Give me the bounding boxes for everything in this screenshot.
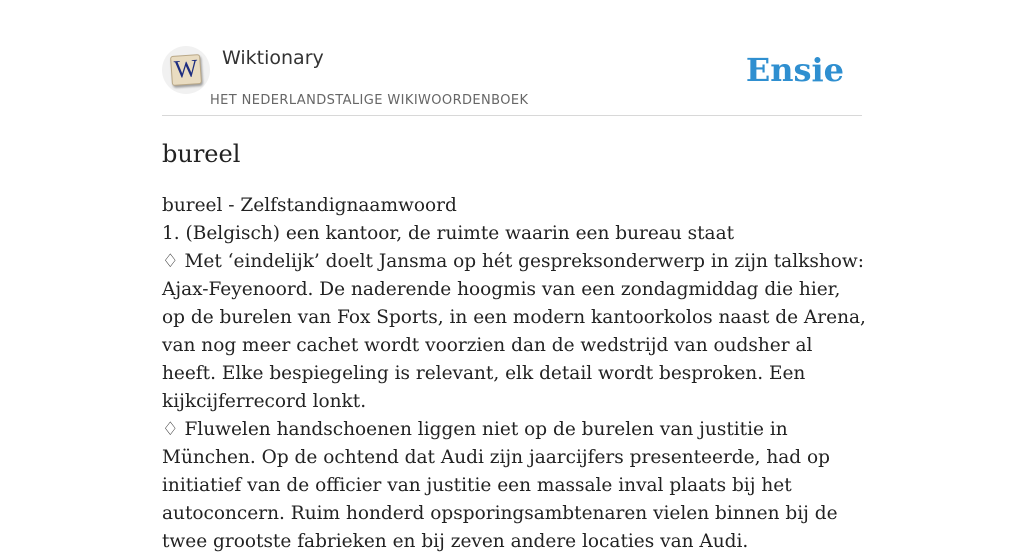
definition: 1. (Belgisch) een kantoor, de ruimte waarin een bureau staat	[162, 223, 735, 244]
example-2: ♢ Fluwelen handschoenen liggen niet op de burelen van justitie in München. Op de ochtend dat Audi zijn jaarcijfers presenteerde, had op initiatief van de officier van justitie een massale inval plaats bij het autoconcern. Ruim honderd opsporingsambtenaren vielen binnen bij de twee grootste fabrieken en bij zeven andere locaties van Audi.	[162, 419, 838, 552]
site-name[interactable]: Wiktionary	[222, 47, 324, 69]
logo-tile: W	[170, 54, 202, 86]
page-title: bureel	[162, 140, 241, 168]
entry-heading-line: bureel - Zelfstandignaamwoord	[162, 195, 457, 216]
page	[162, 0, 866, 552]
brand-logo[interactable]: Ensie	[745, 51, 844, 89]
wiktionary-logo-icon[interactable]	[162, 46, 210, 94]
entry-content	[162, 192, 866, 556]
site-subtitle: HET NEDERLANDSTALIGE WIKIWOORDENBOEK	[210, 93, 529, 108]
example-1: ♢ Met ‘eindelijk’ doelt Jansma op hét gespreksonderwerp in zijn talkshow: Ajax-Feyenoord. De naderende hoogmis van een zondagmiddag die hier, op de burelen van Fox Sports, in een modern kantoorkolos naast de Arena, van nog meer cachet wordt voorzien dan de wedstrijd van oudsher al heeft. Elke bespiegeling is relevant, elk detail wordt besproken. Een kijkcijferrecord lonkt.	[162, 251, 866, 412]
site-header	[162, 0, 862, 116]
